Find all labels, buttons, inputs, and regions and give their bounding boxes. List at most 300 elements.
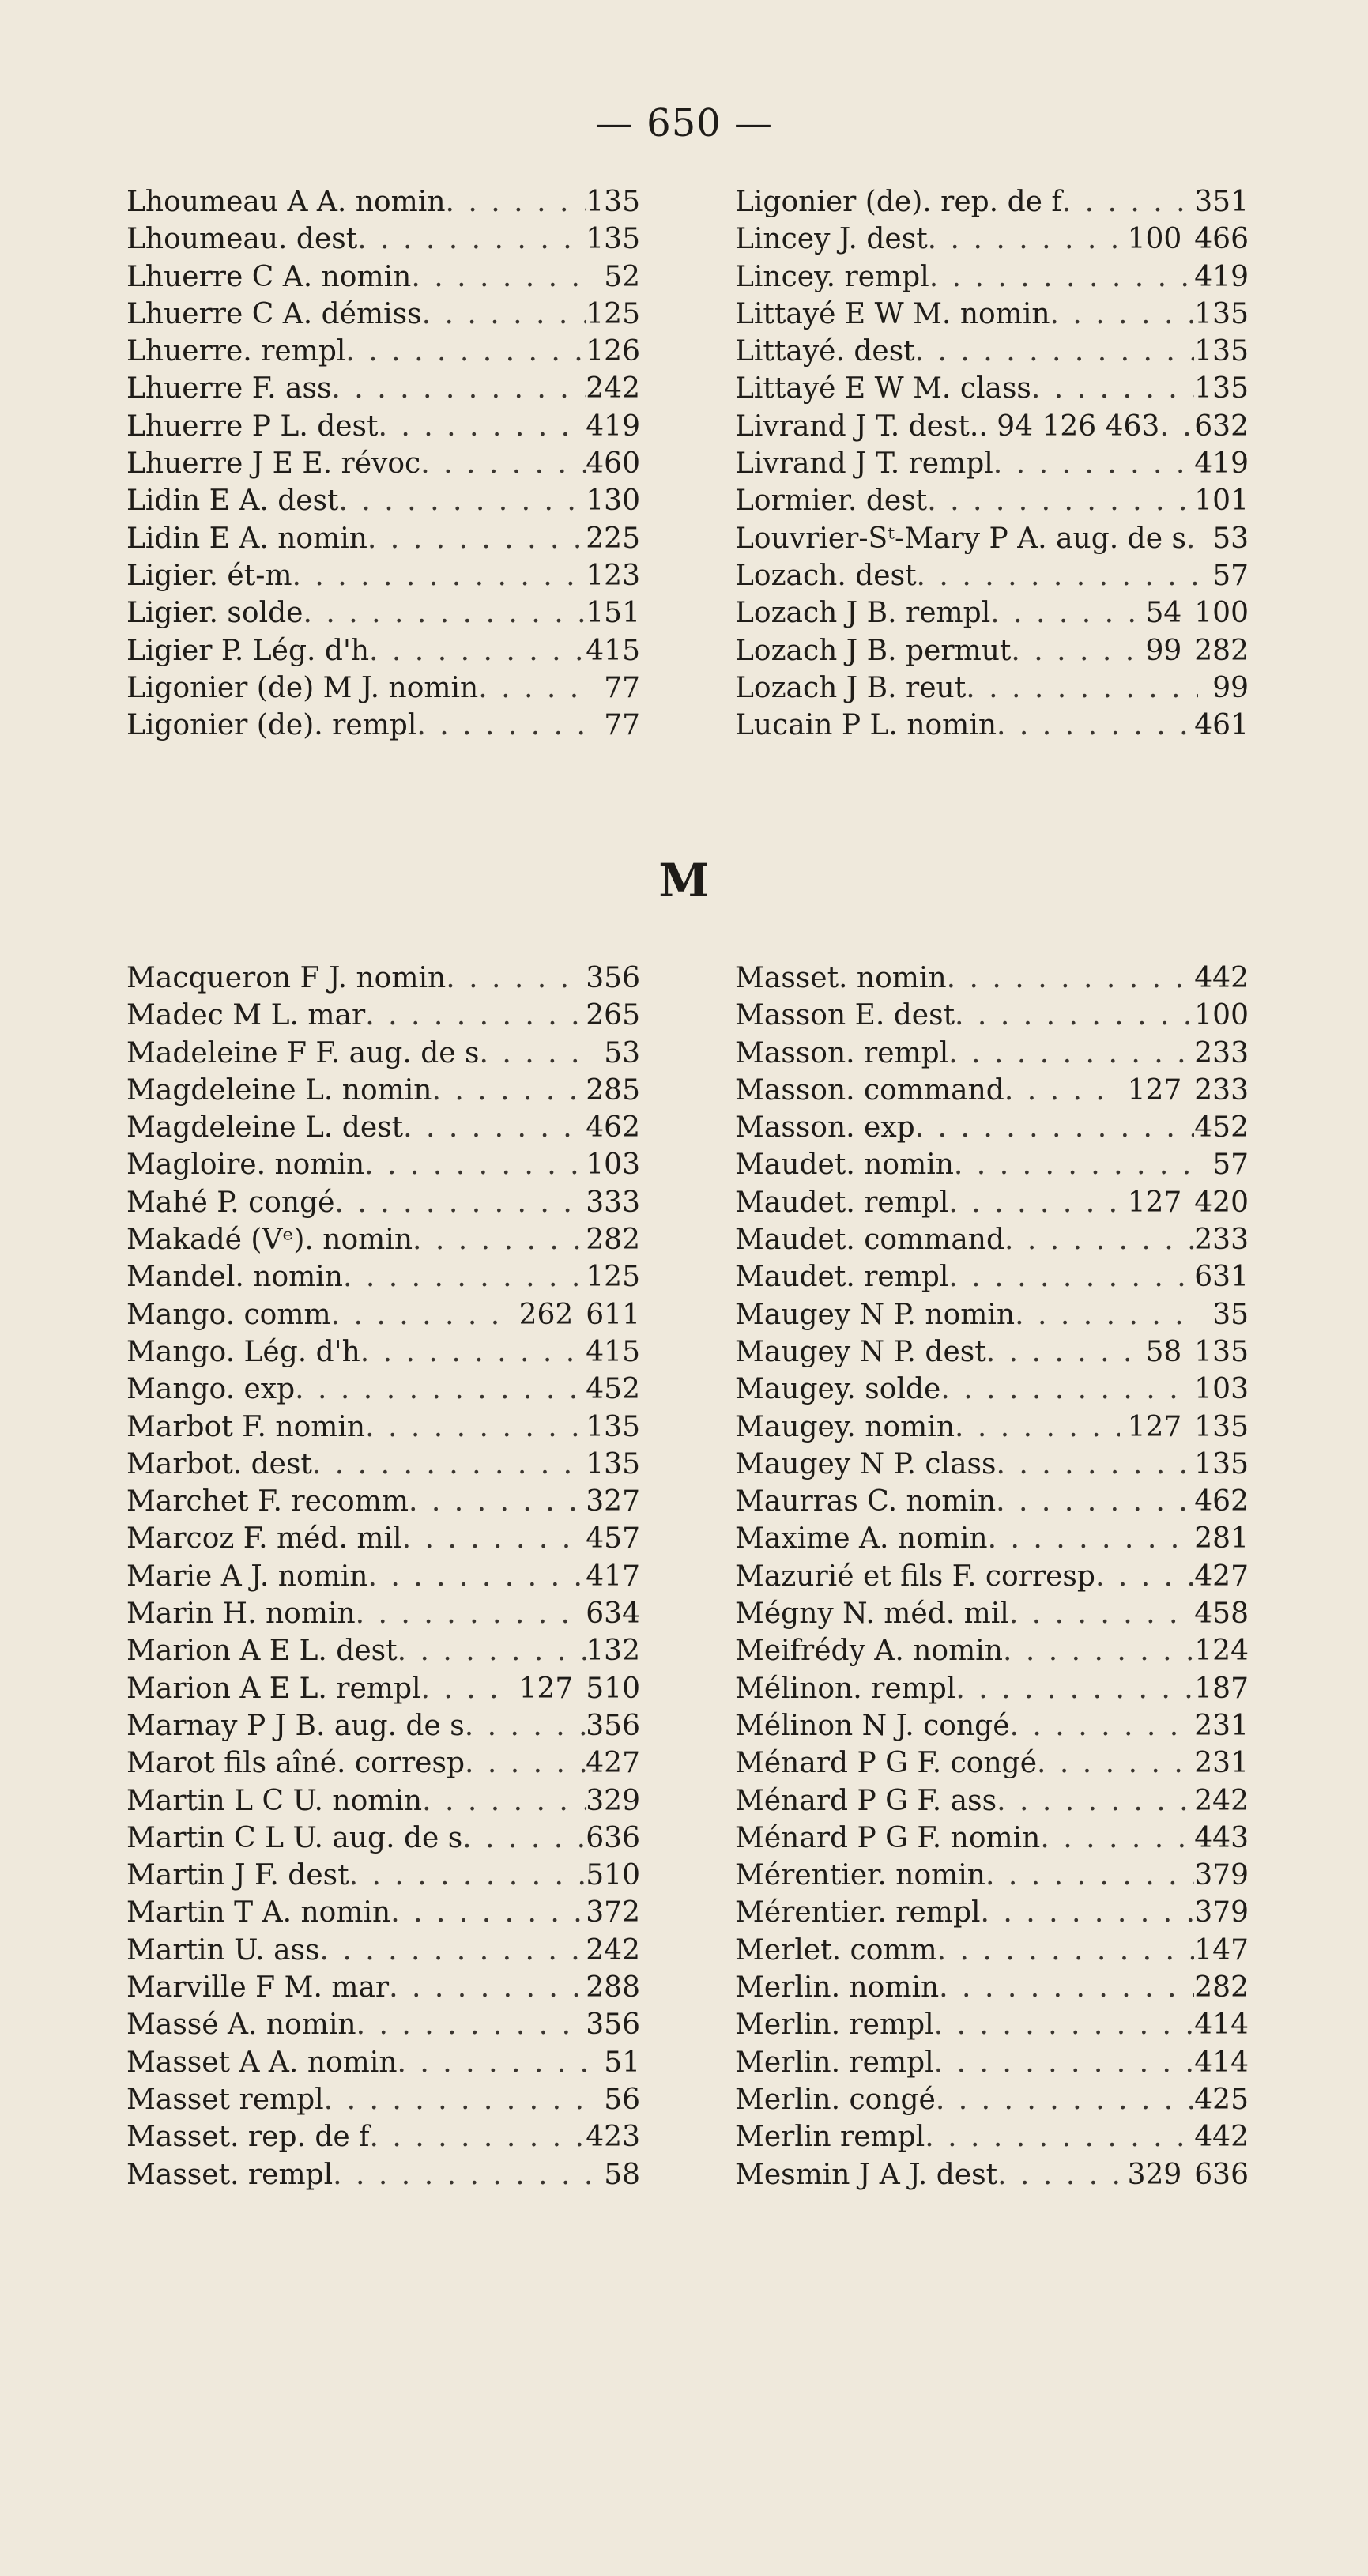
entry-page: 417 <box>586 1560 640 1593</box>
index-entry <box>126 1820 640 1857</box>
dot-leader <box>333 2156 590 2193</box>
entry-page: 379 <box>1194 1896 1249 1929</box>
entry-page: 265 <box>586 999 640 1032</box>
dot-leader <box>339 482 586 519</box>
entry-page: 135 <box>586 186 640 218</box>
entry-page: 443 <box>1194 1821 1249 1854</box>
dot-leader <box>1031 370 1194 407</box>
index-entry <box>735 1520 1249 1557</box>
entry-page: 282 <box>586 1224 640 1257</box>
dot-leader <box>411 258 590 296</box>
entry-page: 242 <box>586 372 640 405</box>
entry-name: Maxime A. nomin <box>735 1522 988 1556</box>
index-entry <box>735 557 1249 594</box>
index-entry <box>735 1744 1249 1782</box>
index-entry <box>735 1969 1249 2006</box>
entry-page: 611 <box>586 1298 640 1331</box>
entry-page: 462 <box>586 1111 640 1145</box>
entry-page: 372 <box>586 1896 640 1929</box>
dot-leader <box>981 1894 1195 1931</box>
entry-name: Masset. rempl <box>126 2158 334 2191</box>
index-column-right <box>735 183 1249 744</box>
entry-name: Massé A. nomin <box>126 2008 356 2042</box>
entry-page: 379 <box>1194 1859 1249 1892</box>
dot-leader <box>948 1035 1194 1072</box>
entry-name: Maugey N P. nomin <box>735 1298 1016 1331</box>
index-entry <box>126 2044 640 2081</box>
dot-leader <box>369 632 586 669</box>
entry-name: Maugey. nomin <box>735 1410 955 1443</box>
dot-leader <box>955 1409 1120 1446</box>
index-entry <box>126 1782 640 1820</box>
entry-name: Ménard P G F. congé <box>735 1747 1038 1780</box>
entry-name: Ligonier (de). rempl <box>126 709 417 742</box>
entry-page: 135 <box>1194 1447 1249 1480</box>
index-entry <box>735 960 1249 997</box>
dot-leader <box>416 707 590 744</box>
index-entry <box>126 1632 640 1669</box>
entry-page: 285 <box>586 1073 640 1107</box>
dot-leader <box>331 370 586 407</box>
index-entry <box>126 183 640 221</box>
index-entry <box>126 997 640 1034</box>
entry-page: 53 <box>604 1036 640 1069</box>
entry-name: Livrand J T. dest.. 94 126 463 <box>735 409 1160 443</box>
index-entry <box>126 333 640 370</box>
index-entry <box>735 2118 1249 2155</box>
entry-name: Merlin. rempl <box>735 2008 934 2042</box>
entry-name: Ménard P G F. nomin <box>735 1821 1041 1854</box>
entry-page: 461 <box>1194 709 1249 742</box>
index-entry <box>735 333 1249 370</box>
entry-page: 231 <box>1194 1709 1249 1742</box>
entry-page: 103 <box>586 1148 640 1182</box>
entry-page: 457 <box>586 1522 640 1556</box>
entry-name: Ligier P. Lég. d'h <box>126 634 370 667</box>
entry-page: 327 <box>586 1485 640 1518</box>
entry-name: Marbot F. nomin <box>126 1410 366 1443</box>
dot-leader <box>939 1969 1194 2006</box>
entry-page: 636 <box>1194 2158 1249 2191</box>
entry-name: Lincey. rempl <box>735 260 929 293</box>
index-entry <box>735 1258 1249 1296</box>
index-entry <box>735 1932 1249 1969</box>
dot-leader <box>367 520 586 557</box>
index-entry <box>735 997 1249 1034</box>
dot-leader <box>357 221 586 258</box>
dot-leader <box>966 669 1198 707</box>
dot-leader <box>432 1072 586 1109</box>
dot-leader <box>1004 1072 1120 1109</box>
index-entry <box>735 258 1249 296</box>
entry-page: 510 <box>586 1672 640 1705</box>
index-entry <box>126 408 640 445</box>
dot-leader <box>996 1483 1194 1520</box>
dot-leader <box>367 1558 586 1595</box>
dot-leader <box>936 2081 1194 2118</box>
index-entry <box>735 1371 1249 1408</box>
dot-leader <box>948 1184 1119 1221</box>
index-entry <box>126 1146 640 1183</box>
entry-page: 634 <box>586 1597 640 1631</box>
entry-page: 124 <box>1194 1635 1249 1668</box>
entry-page: 329 <box>586 1784 640 1817</box>
entry-name: Lozach J B. reut <box>735 671 967 704</box>
entry-name: Madeleine F F. aug. de s <box>126 1036 480 1069</box>
dot-leader <box>403 1109 586 1146</box>
dot-leader <box>356 1595 586 1632</box>
dot-leader <box>1040 1820 1194 1857</box>
entry-name: Merlin. rempl <box>735 2046 934 2079</box>
dot-leader <box>465 1707 586 1744</box>
entry-name: Magloire. nomin <box>126 1148 365 1182</box>
entry-page: 288 <box>586 1971 640 2005</box>
index-entry <box>126 1333 640 1371</box>
entry-name: Ligier. ét-m <box>126 559 292 592</box>
dot-leader <box>1095 1558 1194 1595</box>
index-entry <box>126 445 640 482</box>
index-entry <box>126 370 640 407</box>
index-entry <box>126 520 640 557</box>
index-entry <box>735 1333 1249 1371</box>
entry-name: Magdeleine L. nomin <box>126 1073 432 1107</box>
entry-name: Mango. exp <box>126 1373 296 1406</box>
dot-leader <box>997 1782 1194 1820</box>
dot-leader <box>993 445 1194 482</box>
entry-page: 636 <box>586 1821 640 1854</box>
index-entry <box>735 1109 1249 1146</box>
entry-page: 233 <box>1194 1073 1249 1107</box>
entry-extra-page: 127 <box>518 1672 574 1705</box>
entry-name: Maurras C. nomin <box>735 1485 997 1518</box>
entry-name: Lhuerre C A. démiss <box>126 297 422 330</box>
entry-page: 147 <box>1194 1933 1249 1967</box>
dot-leader <box>937 1932 1195 1969</box>
dot-leader <box>365 997 586 1034</box>
entry-page: 452 <box>586 1373 640 1406</box>
index-entry <box>126 1184 640 1221</box>
entry-name: Masson E. dest <box>735 999 955 1032</box>
dot-leader <box>465 1744 586 1782</box>
entry-name: Merlin. nomin <box>735 1971 940 2005</box>
entry-page: 56 <box>604 2083 640 2116</box>
entry-name: Martin U. ass <box>126 1933 320 1967</box>
entry-name: Marion A E L. dest <box>126 1635 398 1668</box>
entry-name: Merlet. comm <box>735 1933 937 1967</box>
index-entry <box>126 1932 640 1969</box>
index-entry <box>735 1146 1249 1183</box>
dot-leader <box>478 669 590 707</box>
entry-page: 233 <box>1194 1224 1249 1257</box>
index-entry <box>126 1296 640 1333</box>
dot-leader <box>421 1670 511 1707</box>
entry-name: Lidin E A. nomin <box>126 522 367 555</box>
entry-page: 99 <box>1212 671 1249 704</box>
entry-name: Marcoz F. méd. mil <box>126 1522 402 1556</box>
index-entry <box>126 2156 640 2193</box>
dot-leader <box>356 2006 586 2043</box>
entry-name: Maudet. rempl <box>735 1261 949 1294</box>
index-column-right <box>735 960 1249 2193</box>
index-entry <box>735 520 1249 557</box>
entry-page: 100 <box>1194 597 1249 630</box>
entry-page: 419 <box>586 409 640 443</box>
index-entry <box>126 594 640 632</box>
entry-page: 51 <box>604 2046 640 2079</box>
entry-page: 356 <box>586 962 640 994</box>
entry-extra-page: 329 <box>1127 2158 1182 2191</box>
dot-leader <box>954 1146 1198 1183</box>
entry-name: Lincey J. dest <box>735 223 928 256</box>
entry-name: Maudet. command <box>735 1224 1005 1257</box>
entry-name: Martin L C U. nomin <box>126 1784 423 1817</box>
dot-leader <box>1011 632 1137 669</box>
index-entry <box>735 2044 1249 2081</box>
entry-name: Marnay P J B. aug. de s <box>126 1709 465 1742</box>
entry-name: Merlin rempl <box>735 2121 925 2154</box>
index-entry <box>735 707 1249 744</box>
entry-name: Littayé. dest <box>735 335 915 368</box>
dot-leader <box>927 482 1194 519</box>
entry-name: Lhuerre F. ass <box>126 372 332 405</box>
dot-leader <box>413 1221 586 1258</box>
entry-page: 414 <box>1194 2046 1249 2079</box>
entry-page: 231 <box>1194 1747 1249 1780</box>
dot-leader <box>364 1146 586 1183</box>
index-entry <box>735 2006 1249 2043</box>
entry-page: 53 <box>1212 522 1249 555</box>
entry-page: 187 <box>1194 1672 1249 1705</box>
index-entry <box>735 221 1249 258</box>
entry-page: 135 <box>1194 1410 1249 1443</box>
entry-page: 135 <box>1194 297 1249 330</box>
index-entry <box>735 183 1249 221</box>
entry-name: Marot fils aîné. corresp <box>126 1747 465 1780</box>
dot-leader <box>955 997 1194 1034</box>
entry-name: Lhuerre C A. nomin <box>126 260 412 293</box>
entry-page: 242 <box>1194 1784 1249 1817</box>
dot-leader <box>446 183 586 221</box>
index-entry <box>126 1707 640 1744</box>
entry-page: 135 <box>586 1447 640 1480</box>
dot-leader <box>349 1857 586 1894</box>
dot-leader <box>925 2118 1194 2155</box>
entry-page: 442 <box>1194 962 1249 994</box>
entry-name: Masson. exp <box>735 1111 915 1145</box>
dot-leader <box>319 1932 586 1969</box>
entry-page: 460 <box>586 447 640 481</box>
dot-leader <box>402 1520 586 1557</box>
dot-leader <box>1159 408 1194 445</box>
entry-name: Lhuerre J E E. révoc <box>126 447 421 481</box>
index-entry <box>126 669 640 707</box>
index-column-left <box>126 183 640 744</box>
entry-page: 356 <box>586 2008 640 2042</box>
index-entry <box>735 1409 1249 1446</box>
entry-name: Mango. Lég. d'h <box>126 1335 360 1368</box>
entry-page: 126 <box>586 335 640 368</box>
dot-leader <box>990 594 1137 632</box>
index-entry <box>735 482 1249 519</box>
entry-page: 103 <box>1194 1373 1249 1406</box>
index-entry <box>126 1035 640 1072</box>
dot-leader <box>988 1520 1195 1557</box>
dot-leader <box>1186 520 1198 557</box>
entry-name: Mélinon. rempl <box>735 1672 956 1705</box>
dot-leader <box>997 2156 1120 2193</box>
entry-page: 101 <box>1194 485 1249 518</box>
entry-page: 225 <box>586 522 640 555</box>
index-entry <box>126 1258 640 1296</box>
index-entry <box>735 1184 1249 1221</box>
dot-leader <box>303 594 586 632</box>
dot-leader <box>1004 1221 1194 1258</box>
entry-name: Masset rempl <box>126 2083 324 2116</box>
index-entry <box>735 2081 1249 2118</box>
entry-name: Masson. rempl <box>735 1036 949 1069</box>
entry-page: 135 <box>586 223 640 256</box>
index-entry <box>126 1558 640 1595</box>
dot-leader <box>343 1258 586 1296</box>
index-entry <box>126 296 640 333</box>
entry-page: 123 <box>586 559 640 592</box>
index-section-m <box>126 960 1249 2193</box>
entry-page: 631 <box>1194 1261 1249 1294</box>
dot-leader <box>331 1296 511 1333</box>
index-entry <box>126 1371 640 1408</box>
dot-leader <box>312 1446 586 1483</box>
entry-page: 425 <box>1194 2083 1249 2116</box>
dot-leader <box>295 1371 586 1408</box>
entry-name: Lhuerre. rempl <box>126 335 346 368</box>
dot-leader <box>370 2118 586 2155</box>
dot-leader <box>390 1894 586 1931</box>
dot-leader <box>1050 296 1195 333</box>
entry-name: Littayé E W M. class <box>735 372 1031 405</box>
entry-page: 351 <box>1194 186 1249 218</box>
dot-leader <box>462 1820 586 1857</box>
entry-page: 77 <box>604 709 640 742</box>
dot-leader <box>1062 183 1195 221</box>
dot-leader <box>917 557 1198 594</box>
entry-page: 427 <box>586 1747 640 1780</box>
entry-page: 135 <box>586 1410 640 1443</box>
entry-page: 100 <box>1194 999 1249 1032</box>
dot-leader <box>1015 1296 1198 1333</box>
entry-page: 57 <box>1212 559 1249 592</box>
entry-page: 125 <box>586 297 640 330</box>
dot-leader <box>360 1333 586 1371</box>
entry-name: Mango. comm <box>126 1298 331 1331</box>
entry-name: Mérentier. rempl <box>735 1896 981 1929</box>
letter-heading: M <box>658 854 710 907</box>
entry-extra-page: 127 <box>1127 1073 1182 1107</box>
index-entry <box>126 707 640 744</box>
entry-name: Mesmin J A J. dest <box>735 2158 998 2191</box>
dot-leader <box>986 1333 1138 1371</box>
index-entry <box>126 557 640 594</box>
index-entry <box>126 1857 640 1894</box>
dot-leader <box>934 2044 1195 2081</box>
entry-name: Macqueron F J. nomin <box>126 962 447 994</box>
entry-name: Makadé (Vᵉ). nomin <box>126 1224 413 1257</box>
entry-page: 466 <box>1194 223 1249 256</box>
entry-name: Lidin E A. dest <box>126 485 339 518</box>
entry-page: 135 <box>1194 1335 1249 1368</box>
entry-extra-page: 127 <box>1127 1186 1182 1219</box>
dot-leader <box>947 960 1195 997</box>
entry-page: 281 <box>1194 1522 1249 1556</box>
index-entry <box>735 2156 1249 2193</box>
index-entry <box>735 1072 1249 1109</box>
index-entry <box>735 1707 1249 1744</box>
entry-name: Martin C L U. aug. de s <box>126 1821 463 1854</box>
entry-page: 415 <box>586 634 640 667</box>
entry-page: 356 <box>586 1709 640 1742</box>
index-entry <box>126 1072 640 1109</box>
entry-page: 125 <box>586 1261 640 1294</box>
dot-leader <box>915 333 1195 370</box>
entry-name: Lucain P L. nomin <box>735 709 997 742</box>
dot-leader <box>422 296 586 333</box>
dot-leader <box>420 445 586 482</box>
entry-name: Lhoumeau A A. nomin <box>126 186 446 218</box>
entry-name: Ligonier (de). rep. de f <box>735 186 1062 218</box>
index-entry <box>126 2006 640 2043</box>
dot-leader <box>1037 1744 1194 1782</box>
entry-name: Martin J F. dest <box>126 1859 349 1892</box>
index-entry <box>126 1520 640 1557</box>
dot-leader <box>479 1035 590 1072</box>
index-entry <box>735 1483 1249 1520</box>
entry-page: 233 <box>1194 1036 1249 1069</box>
page-number: — 650 — <box>594 101 774 145</box>
entry-name: Maugey N P. dest <box>735 1335 986 1368</box>
entry-name: Mahé P. congé <box>126 1186 335 1219</box>
entry-name: Lozach. dest <box>735 559 917 592</box>
dot-leader <box>985 1857 1194 1894</box>
dot-leader <box>955 1670 1194 1707</box>
index-entry <box>126 1894 640 1931</box>
dot-leader <box>997 707 1194 744</box>
entry-page: 427 <box>1194 1560 1249 1593</box>
dot-leader <box>409 1483 586 1520</box>
entry-name: Masset. nomin <box>735 962 947 994</box>
index-entry <box>735 632 1249 669</box>
dot-leader <box>928 221 1120 258</box>
index-entry <box>126 1446 640 1483</box>
index-entry <box>735 1296 1249 1333</box>
dot-leader <box>1010 1707 1195 1744</box>
dot-leader <box>398 1632 586 1669</box>
entry-extra-page: 262 <box>518 1298 574 1331</box>
index-entry <box>126 2081 640 2118</box>
entry-page: 151 <box>586 597 640 630</box>
entry-page: 632 <box>1194 409 1249 443</box>
dot-leader <box>1009 1595 1194 1632</box>
entry-name: Marville F M. mar <box>126 1971 390 2005</box>
entry-name: Louvrier-Sᵗ-Mary P A. aug. de s <box>735 522 1186 555</box>
entry-page: 423 <box>586 2121 640 2154</box>
entry-name: Madec M L. mar <box>126 999 366 1032</box>
entry-page: 282 <box>1194 1971 1249 2005</box>
index-entry <box>126 258 640 296</box>
dot-leader <box>398 2044 590 2081</box>
entry-extra-page: 54 <box>1145 597 1182 630</box>
dot-leader <box>334 1184 586 1221</box>
entry-page: 35 <box>1212 1298 1249 1331</box>
entry-page: 52 <box>604 260 640 293</box>
